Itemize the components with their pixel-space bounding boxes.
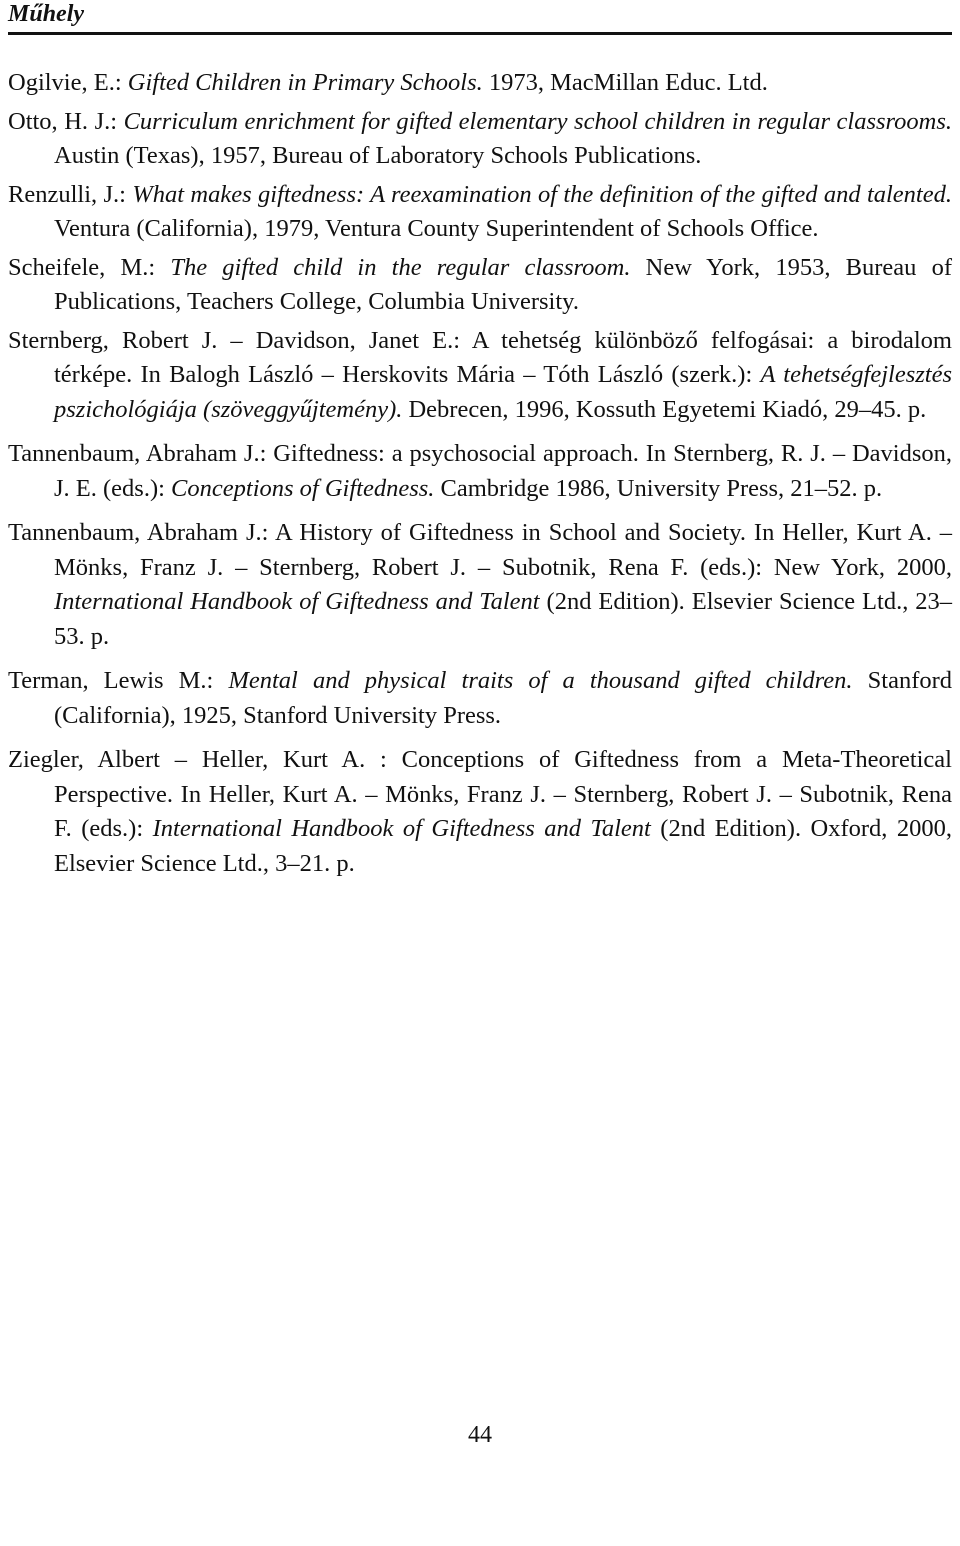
page-number: 44	[468, 1422, 492, 1448]
reference-text: New York, 1953, Bureau of Publications, Teachers College, Columbia University.	[54, 253, 952, 315]
reference-text: Terman, Lewis M.:	[8, 667, 229, 694]
header-rule	[8, 32, 952, 35]
reference-title: Curriculum enrichment for gifted elementary school children in regular classrooms.	[123, 107, 953, 135]
reference-text: Renzulli, J.:	[8, 180, 133, 208]
reference-text: Tannenbaum, Abraham J.: Giftedness: a psychosocial approach. In Sternberg, R. J. – Davidson, J. E. (eds.):	[8, 440, 952, 502]
reference-text: Scheifele, M.:	[8, 253, 171, 281]
reference-text: Ziegler, Albert – Heller, Kurt A. : Conceptions of Giftedness from a Meta-Theoretical Perspective. In Heller, Kurt A. – Mönks, Franz J. – Sternberg, Robert J. – Subotnik, Rena F. (eds.):	[8, 746, 952, 842]
reference-title: Conceptions of Giftedness.	[171, 474, 435, 502]
reference-title: International Handbook of Giftedness and Talent	[54, 588, 540, 615]
reference-text: Cambridge 1986, University Press, 21–52. p.	[434, 474, 883, 502]
reference-text: (2nd Edition). Oxford, 2000, Elsevier Science Ltd., 3–21. p.	[54, 815, 952, 877]
reference-entry	[8, 743, 952, 881]
reference-entry	[8, 105, 952, 174]
reference-text: (2nd Edition). Elsevier Science Ltd., 23–53. p.	[54, 588, 953, 650]
reference-entry	[8, 66, 952, 101]
reference-text: Sternberg, Robert J. – Davidson, Janet E.: A tehetség különböző felfogásai: a birodalom térképe. In Balogh László – Herskovits Mária – Tóth László (szerk.):	[8, 326, 952, 388]
reference-text: Otto, H. J.:	[8, 107, 124, 135]
page-header	[8, 0, 952, 34]
reference-title: A tehetségfejlesztés pszichológiája (szöveggyűjtemény).	[54, 361, 952, 423]
reference-title: The gifted child in the regular classroom.	[170, 253, 631, 281]
reference-text: Ogilvie, E.:	[8, 69, 128, 96]
reference-title: Gifted Children in Primary Schools.	[127, 69, 483, 96]
reference-title: Mental and physical traits of a thousand gifted children.	[228, 667, 853, 694]
reference-entry	[8, 437, 952, 506]
reference-entry	[8, 251, 952, 320]
reference-title: What makes giftedness: A reexamination of the definition of the gifted and talented.	[132, 180, 952, 208]
reference-text: 1973, MacMillan Educ. Ltd.	[482, 69, 768, 96]
reference-entry	[8, 178, 952, 247]
reference-entry	[8, 324, 952, 428]
reference-title: International Handbook of Giftedness and Talent	[152, 815, 651, 842]
reference-text: Ventura (California), 1979, Ventura County Superintendent of Schools Office.	[54, 215, 819, 242]
reference-text: Tannenbaum, Abraham J.: A History of Giftedness in School and Society. In Heller, Kurt A. – Mönks, Franz J. – Sternberg, Robert J. – Subotnik, Rena F. (eds.): New York, 2000,	[8, 519, 952, 581]
reference-entry	[8, 664, 952, 733]
section-title: Műhely	[8, 1, 85, 27]
reference-text: Austin (Texas), 1957, Bureau of Laboratory Schools Publications.	[54, 142, 702, 169]
reference-text: Stanford (California), 1925, Stanford University Press.	[54, 667, 953, 729]
reference-entry	[8, 516, 952, 654]
reference-list	[8, 66, 952, 885]
reference-text: Debrecen, 1996, Kossuth Egyetemi Kiadó, 29–45. p.	[402, 395, 927, 423]
